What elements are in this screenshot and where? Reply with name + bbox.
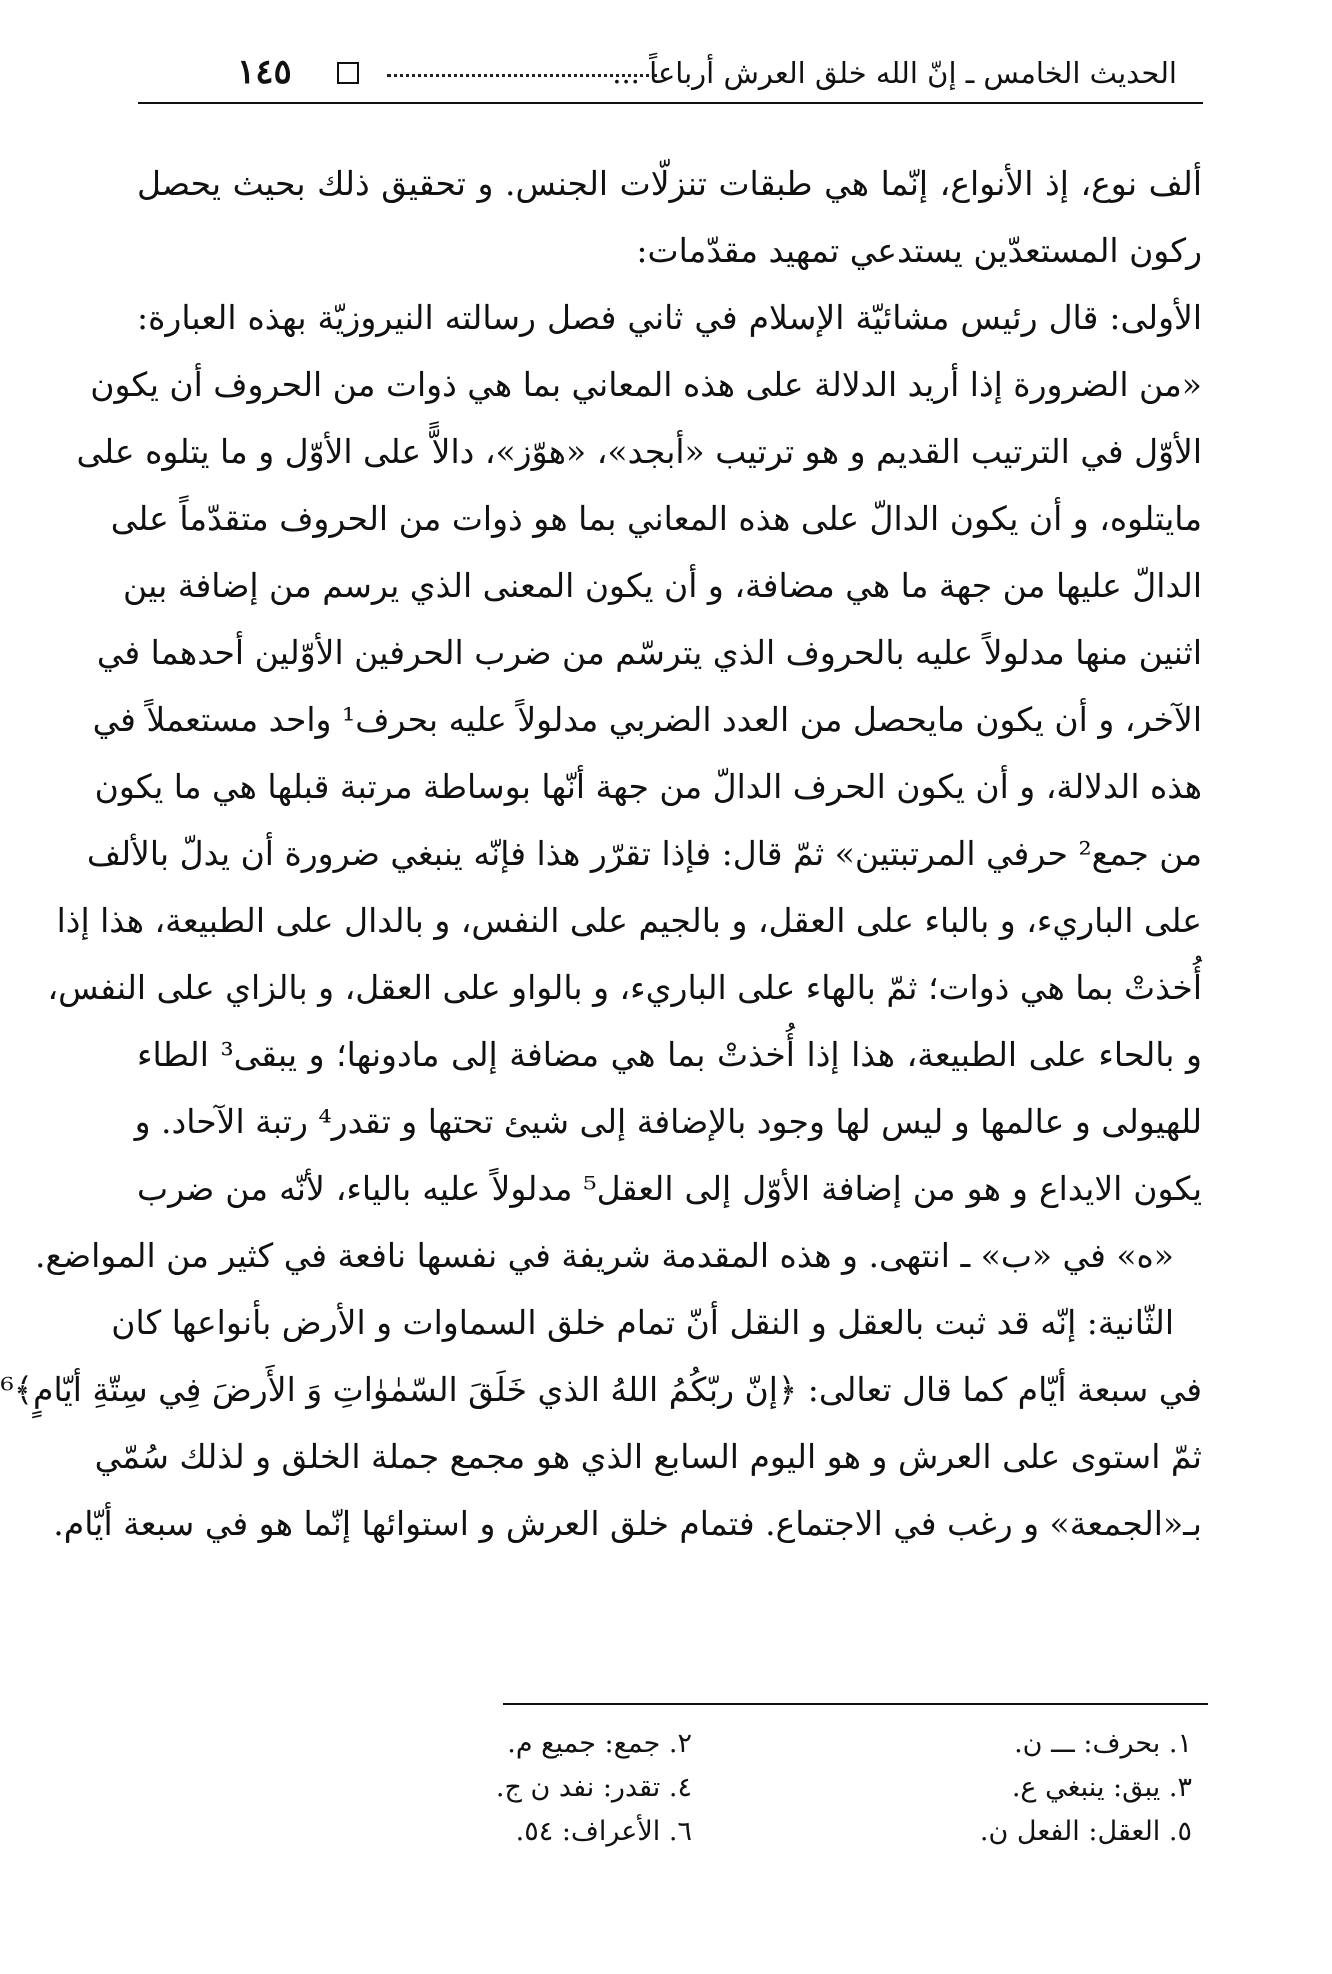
footnote-item: ٣. يبق: ينبغي ع. [1011, 1772, 1192, 1803]
footnote-item: ٤. تقدر: نفد ن ج. [495, 1772, 692, 1803]
text-line: ركون المستعدّين يستدعي تمهيد مقدّمات: [636, 231, 1202, 270]
text-line: من جمع² حرفي المرتبتين» ثمّ قال: فإذا تقرّر هذا فإنّه ينبغي ضرورة أن يدلّ بالألف [86, 834, 1202, 873]
footnote-row [312, 1810, 1192, 1854]
text-line: للهيولى و عالمها و ليس لها وجود بالإضافة إلى شيئ تحتها و تقدر⁴ رتبة الآحاد. و [134, 1102, 1202, 1141]
text-line: اثنين منها مدلولاً عليه بالحروف الذي يترسّم من ضرب الحرفين الأوّلين أحدهما في [96, 633, 1202, 672]
footnotes [312, 1722, 1192, 1854]
footnote-item: ١. بحرف: ـــ ن. [1014, 1728, 1192, 1759]
text-line: الثّانية: إنّه قد ثبت بالعقل و النقل أنّ تمام خلق السماوات و الأرض بأنواعها كان [111, 1303, 1174, 1342]
header-divider [138, 102, 1203, 104]
text-line: «ه» في «ب» ـ انتهى. و هذه المقدمة شريفة في نفسها نافعة في كثير من المواضع. [35, 1236, 1174, 1275]
text-line: أُخذتْ بما هي ذوات؛ ثمّ بالهاء على الباريء، و بالواو على العقل، و بالزاي على النفس، [47, 968, 1202, 1007]
footnote-row [312, 1722, 1192, 1766]
text-line: الأولى: قال رئيس مشائيّة الإسلام في ثاني فصل رسالته النيروزيّة بهذه العبارة: [137, 298, 1202, 337]
text-line: يكون الايداع و هو من إضافة الأوّل إلى العقل⁵ مدلولاً عليه بالياء، لأنّه من ضرب [137, 1169, 1202, 1208]
text-line: الأوّل في الترتيب القديم و هو ترتيب «أبجد»، «هوّز»، دالاًّ على الأوّل و ما يتلوه على [76, 432, 1202, 471]
footnote-row [312, 1766, 1192, 1810]
text-line: «من الضرورة إذا أريد الدلالة على هذه المعاني بما هي ذوات من الحروف أن يكون [90, 365, 1202, 404]
text-line: الدالّ عليها من جهة ما هي مضافة، و أن يكون المعنى الذي يرسم من إضافة بين [123, 566, 1202, 605]
text-line: بـ«الجمعة» و رغب في الاجتماع. فتمام خلق العرش و استوائها إنّما هو في سبعة أيّام. [53, 1504, 1202, 1543]
footnote-item: ٢. جمع: جميع م. [507, 1728, 692, 1759]
running-header [147, 50, 1177, 100]
square-ornament-icon [337, 62, 359, 84]
text-line: و بالحاء على الطبيعة، هذا إذا أُخذتْ بما هي مضافة إلى مادونها؛ و يبقى³ الطاء [137, 1035, 1202, 1074]
text-line: على الباريء، و بالباء على العقل، و بالجيم على النفس، و بالدال على الطبيعة، هذا إذا [56, 901, 1202, 940]
page-number: ١٤٥ [237, 52, 292, 92]
header-title: الحديث الخامس ـ إنّ الله خلق العرش أرباعاً ... [612, 56, 1177, 90]
header-dot-leader [387, 74, 657, 77]
main-text [0, 150, 1202, 1557]
text-line: ثمّ استوى على العرش و هو اليوم السابع الذي هو مجمع جملة الخلق و لذلك سُمّي [94, 1437, 1202, 1476]
text-line: مايتلوه، و أن يكون الدالّ على هذه المعاني بما هو ذوات من الحروف متقدّماً على [110, 499, 1202, 538]
text-line: ألف نوع، إذ الأنواع، إنّما هي طبقات تنزلّات الجنس. و تحقيق ذلك بحيث يحصل [137, 164, 1202, 203]
text-line: في سبعة أيّام كما قال تعالى: ﴿إنّ ربّكُمُ اللهُ الذي خَلَقَ السّمٰوٰاتِ وَ الأَرضَ فِي سِتّةِ أيّامٍ﴾⁶ [0, 1370, 1202, 1409]
footnote-divider [503, 1703, 1208, 1705]
footnote-item: ٦. الأعراف: ٥٤. [515, 1816, 692, 1847]
text-line: الآخر، و أن يكون مايحصل من العدد الضربي مدلولاً عليه بحرف¹ واحد مستعملاً في [92, 700, 1202, 739]
footnote-item: ٥. العقل: الفعل ن. [979, 1816, 1192, 1847]
text-line: هذه الدلالة، و أن يكون الحرف الدالّ من جهة أنّها بوساطة مرتبة قبلها هي ما يكون [94, 767, 1202, 806]
